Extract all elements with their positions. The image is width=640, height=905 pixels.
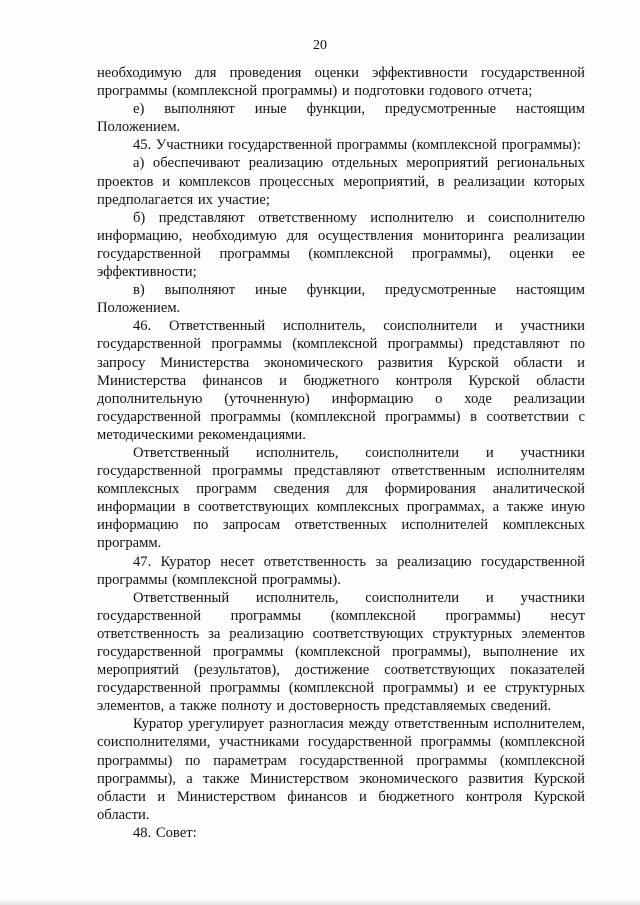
scan-bottom-edge — [0, 899, 640, 905]
paragraph-47: 47. Куратор несет ответственность за реализацию государственной программы (комплексной программы). — [97, 553, 585, 588]
paragraph-46-continued: Ответственный исполнитель, соисполнители и участники государственной программы представляют ответственным исполнителям комплексных программ сведения для формирования аналитической информации в соответствующих комплексных программах, а также иную информацию по запросам ответственных исполнителей комплексных программ. — [97, 444, 585, 552]
document-body — [97, 64, 585, 842]
paragraph-45-item-b: б) представляют ответственному исполнителю и соисполнителю информацию, необходимую для осуществления мониторинга реализации государственной программы (комплексной программы), оценки ее эффективности; — [97, 209, 585, 281]
page-number: 20 — [313, 38, 327, 53]
paragraph-45-item-a: а) обеспечивают реализацию отдельных мероприятий региональных проектов и комплексов процессных мероприятий, в реализации которых предполагается их участие; — [97, 155, 585, 208]
paragraph-45: 45. Участники государственной программы (комплексной программы): — [133, 137, 581, 154]
paragraph-item-e: е) выполняют иные функции, предусмотренные настоящим Положением. — [97, 101, 585, 136]
paragraph-continuation: необходимую для проведения оценки эффективности государственной программы (комплексной программы) и подготовки годового отчета; — [97, 65, 585, 100]
paragraph-47-responsibility: Ответственный исполнитель, соисполнители и участники государственной программы (комплексной программы) несут ответственность за реализацию соответствующих структурных элементов государственной программы (комплексной программы), выполнение их мероприятий (результатов), достижение соответствующих показателей государственной программы (комплексной программы) и ее структурных элементов, а также полноту и достоверность представляемых сведений. — [97, 589, 585, 715]
paragraph-47-curator: Куратор урегулирует разногласия между ответственным исполнителем, соисполнителями, участниками государственной программы (комплексной программы) по параметрам государственной программы (комплексной программы), а также Министерством экономического развития Курской области и Министерством финансов и бюджетного контроля Курской области. — [97, 716, 585, 823]
paragraph-46: 46. Ответственный исполнитель, соисполнители и участники государственной программы (комплексной программы) представляют по запросу Министерства экономического развития Курской области и Министерства финансов и бюджетного контроля Курской области дополнительную (уточненную) информацию о ходе реализации государственной программы (комплексной программы) в соответствии с методическими рекомендациями. — [97, 318, 585, 443]
paragraph-45-item-v: в) выполняют иные функции, предусмотренные настоящим Положением. — [97, 282, 585, 317]
paragraph-48: 48. Совет: — [133, 824, 197, 841]
